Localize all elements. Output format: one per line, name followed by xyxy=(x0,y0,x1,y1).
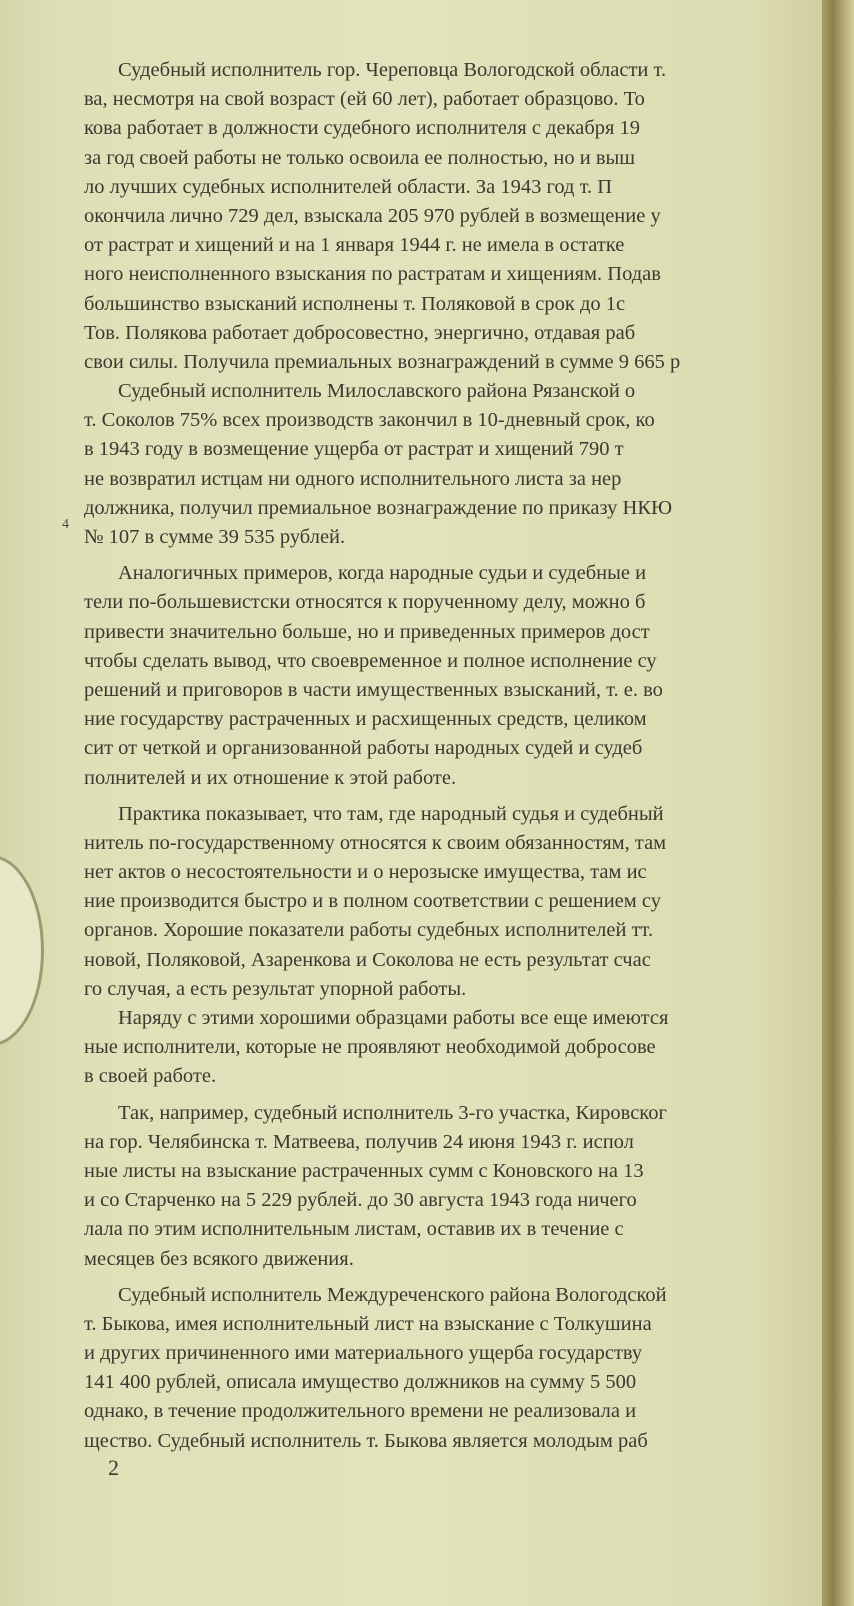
page-number: 2 xyxy=(108,1455,119,1480)
text-line: Аналогичных примеров, когда народные судьи и судебные и xyxy=(118,562,647,585)
text-line: ло лучших судебных исполнителей области. За 1943 год т. П xyxy=(84,175,613,198)
text-line: органов. Хорошие показатели работы судебных исполнителей тт. xyxy=(84,919,654,942)
text-line: Наряду с этими хорошими образцами работы все еще имеются xyxy=(118,1007,669,1029)
text-line: привести значительно больше, но и приведенных примеров дост xyxy=(84,620,650,643)
text-line: чтобы сделать вывод, что своевременное и полное исполнение су xyxy=(84,649,657,672)
text-line: Так, например, судебный исполнитель 3-го участка, Кировског xyxy=(118,1101,667,1124)
text-line: Судебный исполнитель Милославского района Рязанской о xyxy=(118,380,636,403)
paragraph-gap xyxy=(84,552,822,559)
text-line: полнителей и их отношение к этой работе. xyxy=(84,766,457,789)
text-line: 141 400 рублей, описала имущество должников на сумму 5 500 xyxy=(84,1371,637,1394)
text-line: большинство взысканий исполнены т. Поляковой в срок до 1с xyxy=(84,292,626,315)
text-line: и со Старченко на 5 229 рублей. до 30 августа 1943 года ничего xyxy=(84,1189,637,1212)
text-line: однако, в течение продолжительного времени не реализовала и xyxy=(84,1400,637,1423)
text-line: т. Соколов 75% всех производств закончил в 10-дневный срок, ко xyxy=(84,409,655,432)
text-line: Практика показывает, что там, где народный судья и судебный xyxy=(118,802,664,825)
paragraph-gap xyxy=(84,1092,822,1099)
text-line: ние производится быстро и в полном соответствии с решением су xyxy=(84,890,661,913)
punch-hole xyxy=(0,855,44,1046)
text-line: должника, получил премиальное вознаграждение по приказу НКЮ xyxy=(84,496,673,519)
text-line: щество. Судебный исполнитель т. Быкова является молодым раб xyxy=(84,1429,648,1452)
text-line: не возвратил истцам ни одного исполнительного листа за нер xyxy=(84,467,622,490)
paragraph xyxy=(84,56,822,377)
text-line: Судебный исполнитель Междуреченского района Вологодской xyxy=(118,1283,667,1306)
text-line: за год своей работы не только освоила ее полностью, но и выш xyxy=(84,146,636,169)
page-edge-shadow xyxy=(822,0,854,1606)
text-line: свои силы. Получила премиальных вознаграждений в сумме 9 665 р xyxy=(84,350,681,373)
text-line: № 107 в сумме 39 535 рублей. xyxy=(84,526,346,548)
text-line: от растрат и хищений и на 1 января 1944 г. не имела в остатке xyxy=(84,234,625,257)
text-line: в своей работе. xyxy=(84,1065,217,1088)
text-line: ного неисполненного взыскания по растратам и хищениям. Подав xyxy=(84,263,661,286)
paragraph xyxy=(84,1004,822,1092)
text-line: кова работает в должности судебного исполнителя с декабря 19 xyxy=(84,117,641,140)
text-line: и других причиненного ими материального ущерба государству xyxy=(84,1342,643,1365)
text-line: го случая, а есть результат упорной работы. xyxy=(84,977,467,1000)
paragraph xyxy=(84,377,822,552)
text-line: сит от четкой и организованной работы народных судей и судеб xyxy=(84,737,643,760)
paragraph xyxy=(84,1281,822,1456)
text-line: ние государству растраченных и расхищенных средств, целиком xyxy=(84,708,647,731)
text-line: на гор. Челябинска т. Матвеева, получив 24 июня 1943 г. испол xyxy=(84,1130,634,1153)
text-line: нитель по-государственному относятся к своим обязанностям, там xyxy=(84,831,667,854)
text-line: тели по-большевистски относятся к порученному делу, можно б xyxy=(84,591,646,614)
text-line: ные исполнители, которые не проявляют необходимой добросове xyxy=(84,1036,656,1059)
paragraph-gap xyxy=(84,1274,822,1281)
paragraph xyxy=(84,1099,822,1274)
text-line: лала по этим исполнительным листам, оставив их в течение с xyxy=(84,1218,624,1241)
paragraph xyxy=(84,559,822,793)
margin-mark: 4 xyxy=(62,517,69,532)
paragraph-gap xyxy=(84,793,822,800)
text-line: нет актов о несостоятельности и о нерозыске имущества, там ис xyxy=(84,861,647,884)
text-line: ные листы на взыскание растраченных сумм с Коновского на 13 xyxy=(84,1159,644,1182)
text-line: новой, Поляковой, Азаренкова и Соколова не есть результат счас xyxy=(84,948,651,971)
document-body xyxy=(84,56,822,1456)
paragraph xyxy=(84,800,822,1004)
text-line: окончила лично 729 дел, взыскала 205 970 рублей в возмещение у xyxy=(84,204,661,227)
text-line: ва, несмотря на свой возраст (ей 60 лет), работает образцово. То xyxy=(84,88,645,111)
text-line: Судебный исполнитель гор. Череповца Вологодской области т. xyxy=(118,59,667,81)
text-line: решений и приговоров в части имущественных взысканий, т. е. во xyxy=(84,678,663,701)
text-line: в 1943 году в возмещение ущерба от растрат и хищений 790 т xyxy=(84,438,624,461)
text-line: т. Быкова, имея исполнительный лист на взыскание с Толкушина xyxy=(84,1312,652,1335)
text-line: Тов. Полякова работает добросовестно, энергично, отдавая раб xyxy=(84,321,636,344)
text-line: месяцев без всякого движения. xyxy=(84,1247,354,1270)
